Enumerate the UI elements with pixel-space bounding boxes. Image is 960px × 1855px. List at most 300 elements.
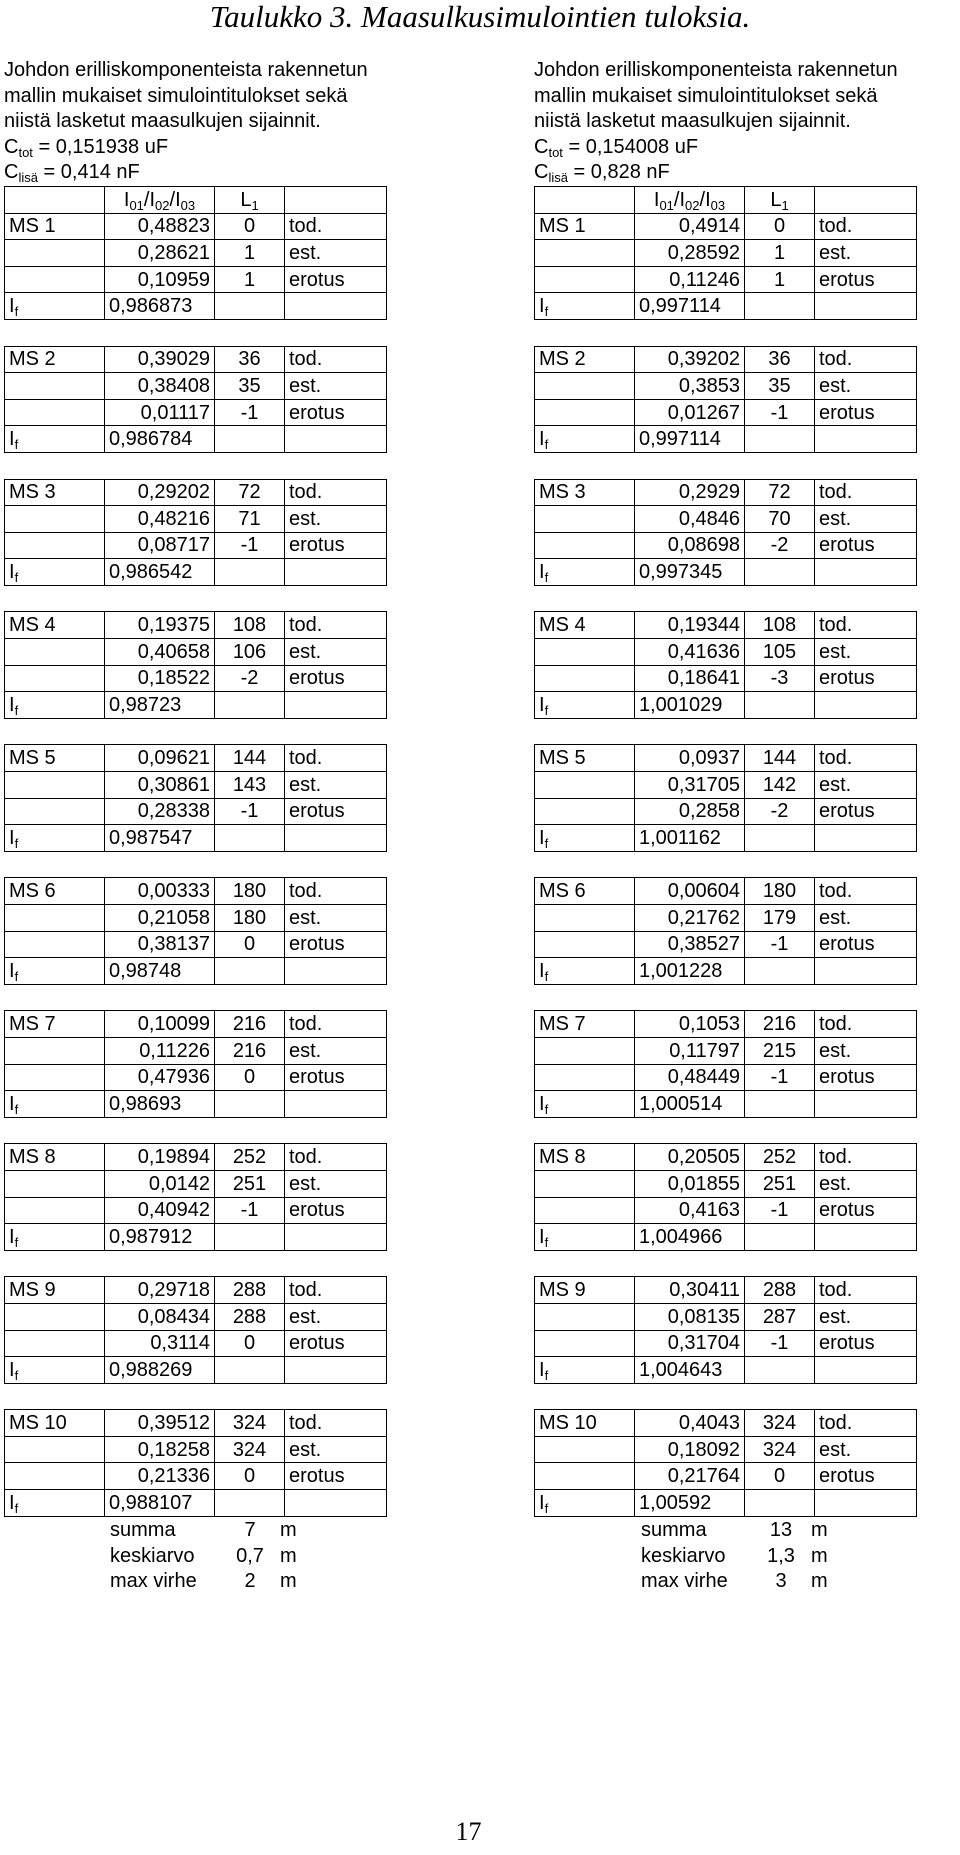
current-ratio-cell: 0,40658: [105, 639, 215, 666]
row-type-cell: est.: [285, 1170, 387, 1197]
if-symbol: I: [9, 959, 15, 982]
header-empty-cell: [5, 186, 105, 213]
if-row: [5, 1357, 387, 1384]
summary-value: 1,3: [767, 1544, 795, 1567]
current-ratio-cell: 0,11226: [105, 1037, 215, 1064]
ctot-value: = 0,154008 uF: [562, 135, 699, 158]
distance-cell: 324: [745, 1436, 815, 1463]
results-table: [4, 186, 387, 1517]
if-value-cell: 0,997345: [635, 559, 745, 586]
distance-cell: -1: [215, 532, 285, 559]
row-type-cell: est.: [815, 772, 917, 799]
if-symbol: I: [539, 1358, 545, 1381]
row-type-cell: est.: [285, 772, 387, 799]
table-row: [5, 399, 387, 426]
distance-cell: 252: [215, 1144, 285, 1171]
distance-cell: 252: [745, 1144, 815, 1171]
gap-cell: [535, 851, 917, 878]
current-ratio-cell: 0,21764: [635, 1463, 745, 1490]
current-ratio-cell: 0,11797: [635, 1037, 745, 1064]
current-ratio-cell: 0,01267: [635, 399, 745, 426]
summary-row: [110, 1544, 320, 1570]
if-label-cell: [535, 692, 635, 719]
distance-cell: 72: [745, 479, 815, 506]
row-type-cell: erotus: [285, 1330, 387, 1357]
header-l-subscript: 1: [781, 197, 789, 213]
if-symbol: I: [539, 295, 545, 318]
distance-cell: -1: [745, 399, 815, 426]
table-row: [535, 1436, 917, 1463]
header-empty-cell: [535, 186, 635, 213]
summary-row: [641, 1569, 851, 1595]
distance-cell: -1: [215, 798, 285, 825]
row-type-cell: tod.: [285, 745, 387, 772]
if-row: [5, 825, 387, 852]
row-type-cell: tod.: [285, 213, 387, 240]
ms-label-cell: [535, 399, 635, 426]
table-row: [5, 373, 387, 400]
empty-cell: [215, 1224, 285, 1251]
ms-label-cell: [535, 798, 635, 825]
if-row: [535, 958, 917, 985]
if-label-cell: [5, 293, 105, 320]
distance-cell: 0: [215, 213, 285, 240]
current-ratio-cell: 0,4043: [635, 1410, 745, 1437]
intro-text: [534, 58, 960, 186]
current-ratio-cell: 0,00604: [635, 878, 745, 905]
group-gap: [535, 1250, 917, 1277]
ms-label-cell: [535, 1037, 635, 1064]
summary-label: keskiarvo: [110, 1544, 195, 1567]
current-ratio-cell: 0,19894: [105, 1144, 215, 1171]
clisa-symbol: C: [4, 161, 19, 184]
if-row: [535, 426, 917, 453]
ms-label-cell: [535, 665, 635, 692]
ms-label-cell: MS 7: [535, 1011, 635, 1038]
current-ratio-cell: 0,0142: [105, 1170, 215, 1197]
current-ratio-cell: 0,1053: [635, 1011, 745, 1038]
if-label-cell: [535, 958, 635, 985]
intro-line: niistä lasketut maasulkujen sijainnit.: [4, 110, 321, 133]
ctot-symbol: C: [534, 135, 549, 158]
summary-row: [110, 1518, 320, 1544]
table-row: [5, 1277, 387, 1304]
ms-label-cell: [5, 1463, 105, 1490]
distance-cell: -2: [745, 798, 815, 825]
distance-cell: 108: [745, 612, 815, 639]
right-panel: [534, 58, 960, 1517]
ms-label-cell: [5, 1197, 105, 1224]
header-distance: [215, 186, 285, 213]
current-ratio-cell: 0,31705: [635, 772, 745, 799]
empty-cell: [745, 1490, 815, 1517]
current-ratio-cell: 0,19375: [105, 612, 215, 639]
if-subscript: f: [544, 968, 549, 984]
if-value-cell: 0,987912: [105, 1224, 215, 1251]
ms-label-cell: [5, 506, 105, 533]
ms-label-cell: [5, 240, 105, 267]
if-subscript: f: [14, 836, 19, 852]
ms-label-cell: [535, 905, 635, 932]
if-value-cell: 0,98693: [105, 1091, 215, 1118]
current-ratio-cell: 0,48823: [105, 213, 215, 240]
summary-unit: m: [811, 1544, 828, 1567]
summary-value: 13: [769, 1519, 793, 1541]
row-type-cell: est.: [815, 639, 917, 666]
summary-unit: m: [280, 1544, 297, 1567]
row-type-cell: erotus: [815, 532, 917, 559]
empty-cell: [215, 692, 285, 719]
distance-cell: 1: [215, 240, 285, 267]
table-row: [5, 745, 387, 772]
table-row: [5, 1011, 387, 1038]
clisa-subscript: lisä: [18, 170, 38, 186]
row-type-cell: est.: [815, 506, 917, 533]
if-subscript: f: [14, 1234, 19, 1250]
if-subscript: f: [14, 968, 19, 984]
current-ratio-cell: 0,29202: [105, 479, 215, 506]
header-part: 03: [710, 197, 726, 213]
row-type-cell: tod.: [285, 479, 387, 506]
row-type-cell: est.: [285, 373, 387, 400]
if-row: [535, 1091, 917, 1118]
row-type-cell: erotus: [285, 1463, 387, 1490]
ms-label-cell: [5, 1170, 105, 1197]
group-gap: [5, 1117, 387, 1144]
summary-value: 2: [244, 1570, 256, 1593]
table-row: [535, 1064, 917, 1091]
if-row: [535, 692, 917, 719]
group-gap: [535, 851, 917, 878]
row-type-cell: tod.: [815, 479, 917, 506]
summary-value: 0,7: [236, 1544, 264, 1567]
ms-label-cell: MS 9: [535, 1277, 635, 1304]
distance-cell: 36: [215, 346, 285, 373]
current-ratio-cell: 0,28592: [635, 240, 745, 267]
if-value-cell: 1,00592: [635, 1490, 745, 1517]
distance-cell: 0: [215, 1463, 285, 1490]
empty-cell: [285, 1224, 387, 1251]
ms-label-cell: [5, 399, 105, 426]
empty-cell: [745, 825, 815, 852]
header-empty-cell: [815, 186, 917, 213]
ms-label-cell: MS 8: [5, 1144, 105, 1171]
table-row: [535, 399, 917, 426]
ms-label-cell: MS 5: [5, 745, 105, 772]
if-subscript: f: [544, 1234, 549, 1250]
empty-cell: [815, 1224, 917, 1251]
distance-cell: 0: [745, 1463, 815, 1490]
summary-label: max virhe: [110, 1570, 197, 1593]
table-row: [535, 665, 917, 692]
row-type-cell: tod.: [815, 213, 917, 240]
table-row: [5, 506, 387, 533]
distance-cell: 1: [745, 266, 815, 293]
if-row: [5, 958, 387, 985]
table-row: [5, 479, 387, 506]
row-type-cell: est.: [285, 240, 387, 267]
current-ratio-cell: 0,08434: [105, 1303, 215, 1330]
row-type-cell: est.: [285, 506, 387, 533]
ctot-subscript: tot: [18, 144, 33, 160]
distance-cell: 105: [745, 639, 815, 666]
table-row: [5, 639, 387, 666]
distance-cell: 180: [215, 878, 285, 905]
summary-label: max virhe: [641, 1570, 728, 1593]
header-current-ratio: [635, 186, 745, 213]
empty-cell: [215, 293, 285, 320]
intro-text: [4, 58, 430, 186]
table-row: [535, 1011, 917, 1038]
table-row: [535, 1197, 917, 1224]
table-row: [535, 213, 917, 240]
current-ratio-cell: 0,21058: [105, 905, 215, 932]
if-value-cell: 0,986784: [105, 426, 215, 453]
ms-label-cell: [5, 373, 105, 400]
group-gap: [535, 1117, 917, 1144]
row-type-cell: erotus: [285, 1197, 387, 1224]
table-row: [535, 1303, 917, 1330]
header-part: /I: [143, 188, 156, 211]
row-type-cell: est.: [285, 905, 387, 932]
if-label-cell: [535, 825, 635, 852]
header-l: L: [770, 188, 782, 211]
row-type-cell: erotus: [815, 1330, 917, 1357]
ms-label-cell: MS 10: [535, 1410, 635, 1437]
current-ratio-cell: 0,18641: [635, 665, 745, 692]
table-row: [5, 213, 387, 240]
ms-label-cell: MS 4: [5, 612, 105, 639]
if-subscript: f: [544, 304, 549, 320]
header-part: I: [123, 188, 130, 211]
row-type-cell: tod.: [285, 1277, 387, 1304]
current-ratio-cell: 0,28621: [105, 240, 215, 267]
if-label-cell: [5, 1357, 105, 1384]
if-row: [5, 1490, 387, 1517]
empty-cell: [745, 559, 815, 586]
ms-label-cell: MS 2: [535, 346, 635, 373]
table-row: [535, 1170, 917, 1197]
current-ratio-cell: 0,3114: [105, 1330, 215, 1357]
empty-cell: [215, 426, 285, 453]
distance-cell: 179: [745, 905, 815, 932]
row-type-cell: est.: [815, 1436, 917, 1463]
group-gap: [5, 319, 387, 346]
clisa-value: = 0,828 nF: [567, 161, 670, 184]
table-row: [5, 905, 387, 932]
gap-cell: [535, 1117, 917, 1144]
row-type-cell: tod.: [815, 1410, 917, 1437]
ms-label-cell: [535, 266, 635, 293]
row-type-cell: erotus: [815, 665, 917, 692]
clisa-value: = 0,414 nF: [37, 161, 140, 184]
clisa-symbol: C: [534, 161, 549, 184]
if-value-cell: 0,987547: [105, 825, 215, 852]
empty-cell: [745, 426, 815, 453]
current-ratio-cell: 0,3853: [635, 373, 745, 400]
distance-cell: -1: [745, 1064, 815, 1091]
if-label-cell: [535, 559, 635, 586]
empty-cell: [285, 559, 387, 586]
summary-label: summa: [110, 1519, 176, 1541]
if-row: [535, 825, 917, 852]
empty-cell: [215, 559, 285, 586]
distance-cell: 108: [215, 612, 285, 639]
table-row: [535, 798, 917, 825]
distance-cell: 0: [215, 1064, 285, 1091]
ms-label-cell: [5, 1064, 105, 1091]
header-part: 01: [129, 197, 144, 213]
gap-cell: [5, 851, 387, 878]
row-type-cell: tod.: [815, 346, 917, 373]
table-row: [5, 1436, 387, 1463]
results-table: [534, 186, 917, 1517]
if-row: [5, 293, 387, 320]
if-row: [535, 1490, 917, 1517]
header-row: [535, 186, 917, 213]
ms-label-cell: [535, 1463, 635, 1490]
ms-label-cell: MS 1: [535, 213, 635, 240]
ctot-line: [4, 135, 430, 161]
gap-cell: [535, 984, 917, 1011]
current-ratio-cell: 0,39512: [105, 1410, 215, 1437]
empty-cell: [745, 293, 815, 320]
header-part: 01: [659, 197, 674, 213]
if-subscript: f: [14, 1367, 19, 1383]
if-subscript: f: [544, 1500, 549, 1516]
group-gap: [535, 718, 917, 745]
row-type-cell: tod.: [815, 745, 917, 772]
if-row: [535, 559, 917, 586]
if-value-cell: 0,988107: [105, 1490, 215, 1517]
if-label-cell: [5, 1224, 105, 1251]
distance-cell: 287: [745, 1303, 815, 1330]
if-value-cell: 0,997114: [635, 293, 745, 320]
if-subscript: f: [14, 304, 19, 320]
summary-value: 3: [775, 1570, 787, 1593]
empty-cell: [745, 958, 815, 985]
table-row: [535, 612, 917, 639]
header-part: /I: [699, 188, 711, 211]
distance-cell: -1: [745, 1330, 815, 1357]
header-part: /I: [673, 188, 686, 211]
current-ratio-cell: 0,28338: [105, 798, 215, 825]
distance-cell: 180: [215, 905, 285, 932]
row-type-cell: est.: [815, 373, 917, 400]
summary-label: summa: [641, 1519, 707, 1541]
table-row: [5, 1197, 387, 1224]
if-subscript: f: [544, 437, 549, 453]
ms-label-cell: [535, 1170, 635, 1197]
row-type-cell: est.: [815, 240, 917, 267]
row-type-cell: erotus: [815, 931, 917, 958]
table-row: [535, 1410, 917, 1437]
if-value-cell: 1,004643: [635, 1357, 745, 1384]
distance-cell: 35: [215, 373, 285, 400]
if-symbol: I: [539, 428, 545, 451]
gap-cell: [5, 1383, 387, 1410]
group-gap: [5, 851, 387, 878]
distance-cell: 71: [215, 506, 285, 533]
row-type-cell: est.: [285, 639, 387, 666]
if-symbol: I: [539, 959, 545, 982]
distance-cell: 35: [745, 373, 815, 400]
gap-cell: [5, 1250, 387, 1277]
if-symbol: I: [539, 1225, 545, 1248]
row-type-cell: erotus: [815, 1064, 917, 1091]
current-ratio-cell: 0,01117: [105, 399, 215, 426]
if-symbol: I: [9, 428, 15, 451]
distance-cell: -2: [215, 665, 285, 692]
table-row: [535, 639, 917, 666]
empty-cell: [285, 1357, 387, 1384]
table-row: [5, 1037, 387, 1064]
current-ratio-cell: 0,08717: [105, 532, 215, 559]
distance-cell: 251: [215, 1170, 285, 1197]
ms-label-cell: [5, 1330, 105, 1357]
current-ratio-cell: 0,29718: [105, 1277, 215, 1304]
clisa-line: [4, 160, 430, 186]
row-type-cell: tod.: [815, 878, 917, 905]
table-row: [535, 240, 917, 267]
summary-label: keskiarvo: [641, 1544, 726, 1567]
if-label-cell: [535, 1357, 635, 1384]
if-subscript: f: [14, 570, 19, 586]
gap-cell: [535, 452, 917, 479]
table-row: [535, 1330, 917, 1357]
if-symbol: I: [9, 1225, 15, 1248]
if-symbol: I: [539, 694, 545, 717]
table-row: [535, 931, 917, 958]
empty-cell: [815, 426, 917, 453]
empty-cell: [815, 293, 917, 320]
header-current-ratio: [105, 186, 215, 213]
table-row: [535, 905, 917, 932]
row-type-cell: tod.: [285, 612, 387, 639]
summary-unit: m: [280, 1519, 297, 1541]
distance-cell: -1: [745, 1197, 815, 1224]
current-ratio-cell: 0,40942: [105, 1197, 215, 1224]
if-value-cell: 1,004966: [635, 1224, 745, 1251]
if-value-cell: 0,98748: [105, 958, 215, 985]
gap-cell: [535, 585, 917, 612]
empty-cell: [285, 293, 387, 320]
empty-cell: [745, 1224, 815, 1251]
current-ratio-cell: 0,21336: [105, 1463, 215, 1490]
distance-cell: -3: [745, 665, 815, 692]
table-row: [5, 1144, 387, 1171]
ms-label-cell: [5, 1037, 105, 1064]
current-ratio-cell: 0,2858: [635, 798, 745, 825]
if-label-cell: [535, 426, 635, 453]
empty-cell: [285, 1490, 387, 1517]
current-ratio-cell: 0,18092: [635, 1436, 745, 1463]
ms-label-cell: MS 8: [535, 1144, 635, 1171]
table-row: [5, 931, 387, 958]
table-row: [535, 266, 917, 293]
current-ratio-cell: 0,10099: [105, 1011, 215, 1038]
if-row: [535, 1224, 917, 1251]
if-label-cell: [5, 1091, 105, 1118]
empty-cell: [285, 426, 387, 453]
row-type-cell: erotus: [815, 266, 917, 293]
row-type-cell: est.: [815, 1170, 917, 1197]
header-part: 03: [180, 197, 196, 213]
current-ratio-cell: 0,00333: [105, 878, 215, 905]
current-ratio-cell: 0,38137: [105, 931, 215, 958]
if-row: [5, 1091, 387, 1118]
summary-unit: m: [280, 1570, 297, 1593]
